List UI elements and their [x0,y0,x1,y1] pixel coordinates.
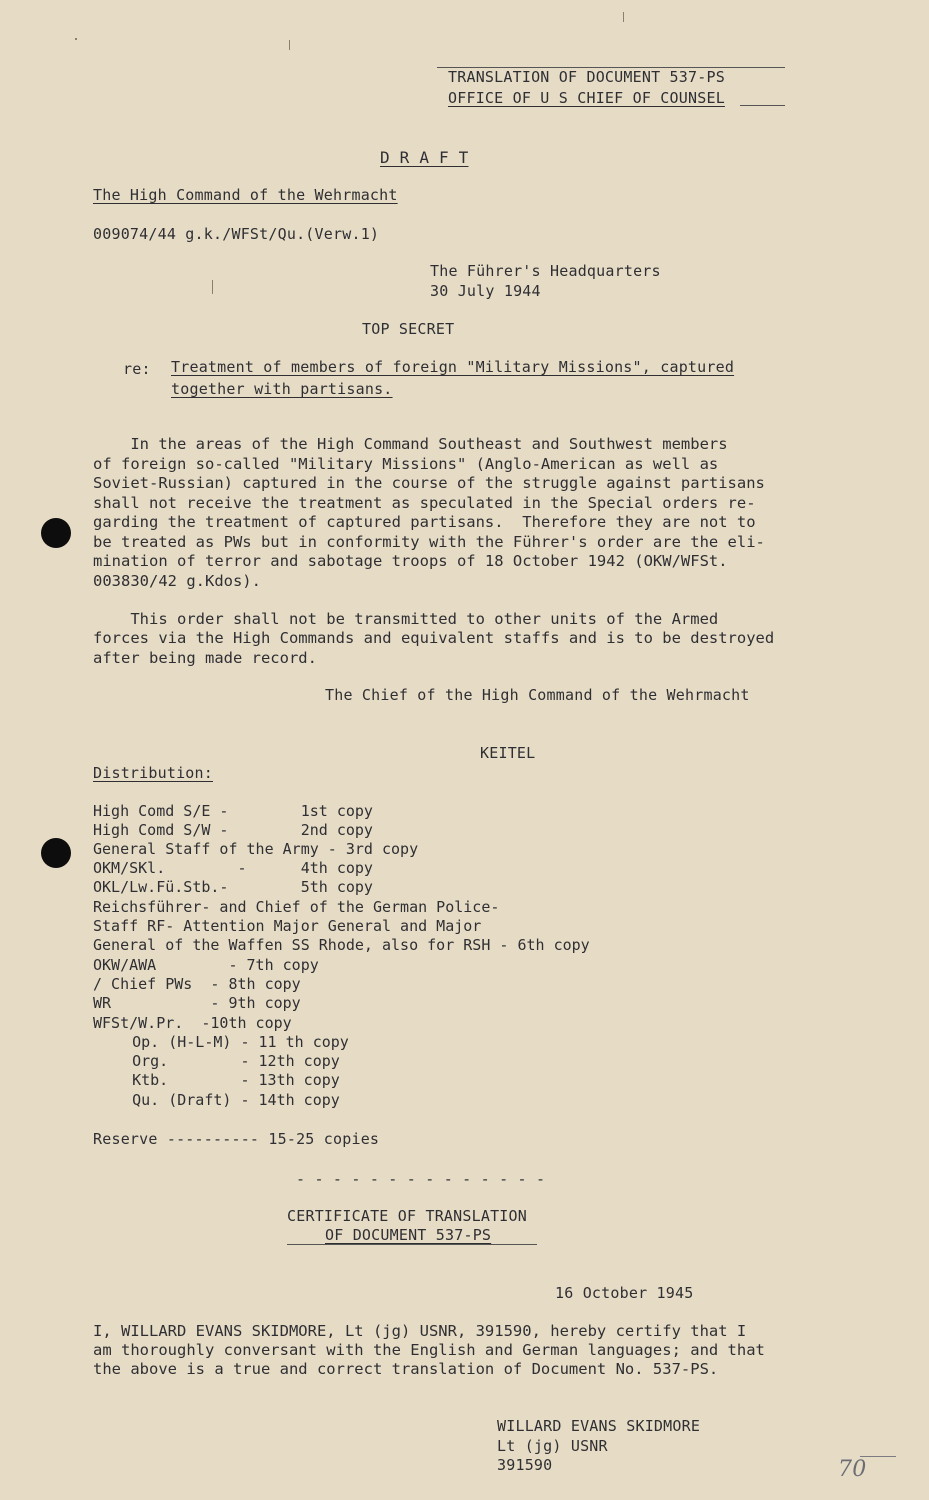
signer-number: 391590 [497,1456,553,1474]
distribution-reserve: Reserve ---------- 15-25 copies [93,1130,380,1148]
list-item: Op. (H-L-M) - 11 th copy [105,1033,349,1051]
certificate-heading-rule [287,1244,537,1245]
subject-prefix: re: [123,360,151,378]
subject-line-2: together with partisans. [171,380,393,398]
paragraph-line: be treated as PWs but in conformity with the Führer's order are the eli- [93,533,765,551]
signature-title: The Chief of the High Command of the Wehrmacht [325,686,750,704]
paragraph-line: This order shall not be transmitted to other units of the Armed [93,610,719,628]
certificate-text-line: the above is a true and correct translation of Document No. 537-PS. [93,1360,719,1378]
certificate-heading-1: CERTIFICATE OF TRANSLATION [287,1207,527,1225]
certificate-text-line: am thoroughly conversant with the English and German languages; and that [93,1341,765,1359]
list-item: Org. - 12th copy [105,1052,340,1070]
certificate-date: 16 October 1945 [555,1284,694,1302]
draft-label: D R A F T [380,148,469,167]
paragraph-line: shall not receive the treatment as speculated in the Special orders re- [93,494,756,512]
paragraph-line: In the areas of the High Command Southeast and Southwest members [93,435,728,453]
list-item: High Comd S/E - 1st copy [93,802,373,820]
list-item: Reichsführer- and Chief of the German Police- [93,898,500,916]
paragraph-line: of foreign so-called "Military Missions" (Anglo-American as well as [93,455,719,473]
paragraph-line: 003830/42 g.Kdos). [93,572,261,590]
paragraph-line: Soviet-Russian) captured in the course of the struggle against partisans [93,474,765,492]
margin-note: 70 [838,1457,867,1482]
signature-name: KEITEL [480,744,536,762]
header-rule-bottom [740,105,785,106]
classification: TOP SECRET [362,320,455,338]
issuer: The High Command of the Wehrmacht [93,186,398,204]
signer-rank: Lt (jg) USNR [497,1437,608,1455]
list-item: WR - 9th copy [93,994,301,1012]
signer-name: WILLARD EVANS SKIDMORE [497,1417,701,1435]
header-line-2: OFFICE OF U S CHIEF OF COUNSEL [448,89,725,107]
paragraph-line: mination of terror and sabotage troops of 18 October 1942 (OKW/WFSt. [93,552,728,570]
margin-note-stroke [860,1456,896,1457]
list-item: Qu. (Draft) - 14th copy [105,1091,340,1109]
distribution-heading: Distribution: [93,764,213,782]
separator: - - - - - - - - - - - - - - [296,1170,546,1188]
list-item: General of the Waffen SS Rhode, also for RSH - 6th copy [93,936,590,954]
punch-hole-lower [41,838,71,868]
paper-speck [212,280,213,294]
list-item: OKL/Lw.Fü.Stb.- 5th copy [93,878,373,896]
paragraph-line: forces via the High Commands and equivalent staffs and is to be destroyed [93,629,775,647]
certificate-text-line: I, WILLARD EVANS SKIDMORE, Lt (jg) USNR, 391590, hereby certify that I [93,1322,747,1340]
paper-speck [289,40,290,50]
place: The Führer's Headquarters [430,262,661,280]
file-reference: 009074/44 g.k./WFSt/Qu.(Verw.1) [93,225,380,243]
certificate-heading-2: OF DOCUMENT 537-PS [325,1226,492,1244]
list-item: Ktb. - 13th copy [105,1071,340,1089]
list-item: Staff RF- Attention Major General and Major [93,917,482,935]
subject-line-1: Treatment of members of foreign "Military Missions", captured [171,358,735,376]
paragraph-line: garding the treatment of captured partisans. Therefore they are not to [93,513,756,531]
list-item: High Comd S/W - 2nd copy [93,821,373,839]
paper-speck [623,12,624,22]
paper-speck [75,38,77,40]
punch-hole-upper [41,518,71,548]
list-item: OKW/AWA - 7th copy [93,956,319,974]
list-item: OKM/SKl. - 4th copy [93,859,373,877]
date: 30 July 1944 [430,282,541,300]
list-item: / Chief PWs - 8th copy [93,975,301,993]
list-item: WFSt/W.Pr. -10th copy [93,1014,292,1032]
header-line-1: TRANSLATION OF DOCUMENT 537-PS [448,68,725,86]
paragraph-line: after being made record. [93,649,317,667]
list-item: General Staff of the Army - 3rd copy [93,840,419,858]
